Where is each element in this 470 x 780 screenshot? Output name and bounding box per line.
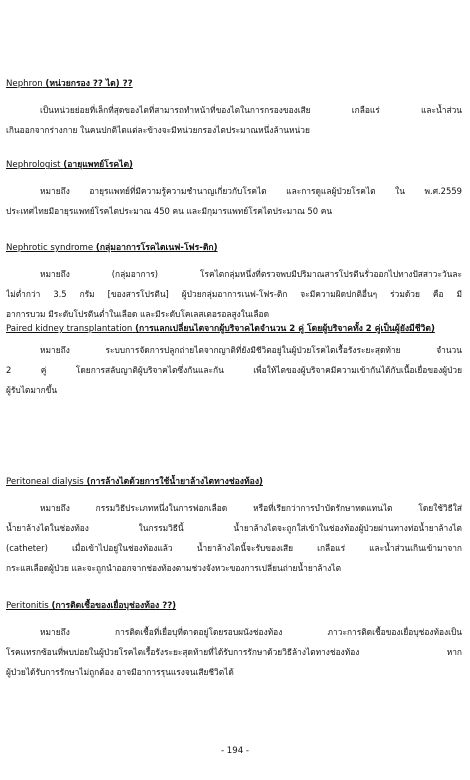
term-thai: (การล้างไตด้วยการใช้น้ำยาล้างไตทางช่องท้อง) <box>86 477 263 487</box>
page-number: - 194 - <box>220 746 250 756</box>
term-thai: (กลุ่มอาการโรคไตเนฟ-โฟร-ติก) <box>95 243 218 253</box>
entry-definition <box>6 622 462 682</box>
definition-line: หมายถึง การติดเชื้อที่เยื่อบุที่ดาดอยู่โดยรอบผนังช่องท้อง ภาวะการติดเชื้อของเยื่อบุช่องท้องเป็น <box>40 627 462 637</box>
definition-line: 2 คู่ โดยการสลับญาติผู้บริจาคไตซึ่งกันและกัน เพื่อให้ไตของผู้บริจาคมีความเข้ากันได้กับเนื้อเยื่อของผู้ป่วย <box>6 365 462 375</box>
definition-line: เป็นหน่วยย่อยที่เล็กที่สุดของไตที่สามารถทำหน้าที่ของไตในการกรองของเสีย เกลือแร่ และน้ำส่วน <box>40 105 462 115</box>
glossary-entry-peritonitis <box>6 600 462 682</box>
term-english: Nephrologist <box>6 160 61 170</box>
entry-definition <box>6 340 462 400</box>
entry-term <box>6 476 462 488</box>
entry-term <box>6 600 462 612</box>
definition-line: โรคแทรกซ้อนที่พบบ่อยในผู้ป่วยโรคไตเรื้อรังระยะสุดท้ายที่ได้รับการรักษาด้วยวิธีล้างไตทางช่องท้อง หาก <box>6 647 462 657</box>
entry-definition <box>6 100 462 140</box>
definition-line: หมายถึง ระบบการจัดการปลูกถ่ายไตจากญาติที่ยังมีชีวิตอยู่ในผู้ป่วยโรคไตเรื้อรังระยะสุดท้าย จำนวน <box>40 345 462 355</box>
definition-line: ประเทศไทยมีอายุรแพทย์โรคไตประมาณ 450 คน และมีกุมารแพทย์โรคไตประมาณ 50 คน <box>6 206 333 216</box>
term-thai: (อายุแพทย์โรคไต) <box>63 160 133 170</box>
definition-line: หมายถึง อายุรแพทย์ที่มีความรู้ความชำนาญเกี่ยวกับโรคไต และการดูแลผู้ป่วยโรคไต ใน พ.ศ.2559 <box>40 186 462 196</box>
definition-line: ผู้ป่วยได้รับการรักษาไม่ถูกต้อง อาจมีอาการรุนแรงจนเสียชีวิตได้ <box>6 667 234 677</box>
entry-term <box>6 320 462 338</box>
definition-line: หมายถึง (กลุ่มอาการ) โรคไตกลุ่มหนึ่งที่ตรวจพบมีปริมาณสารโปรตีนรั่วออกไปทางปัสสาวะวันละ <box>40 269 462 279</box>
glossary-entry-nephrologist <box>6 159 462 221</box>
definition-line: ผู้รับไตมากขึ้น <box>6 385 58 395</box>
term-thai: (การติดเชื้อของเยื่อบุช่องท้อง ??) <box>51 601 177 611</box>
glossary-entry-paired-kidney-transplantation <box>6 320 462 400</box>
term-english: Peritoneal dialysis <box>6 477 84 487</box>
entry-term <box>6 242 462 254</box>
term-english: Peritonitis <box>6 601 49 611</box>
glossary-entry-nephrotic-syndrome <box>6 242 462 324</box>
entry-term <box>6 78 462 90</box>
term-english: Nephron <box>6 79 43 89</box>
glossary-entry-nephron <box>6 78 462 140</box>
term-thai: (การแลกเปลี่ยนไตจากผู้บริจาคไตจำนวน 2 คู่ โดยผู้บริจาคทั้ง 2 คู่เป็นผู้ยังมีชีวิต) <box>135 324 435 334</box>
definition-line: น้ำยาล้างไตในช่องท้อง ในกรรมวิธีนี้ น้ำยาล้างไตจะถูกใส่เข้าในช่องท้องผู้ป่วยผ่านทางท่อน้ำยาล้างไต <box>6 523 462 533</box>
definition-line: เกินออกจากร่างกาย ในคนปกติไตแต่ละข้างจะมีหน่วยกรองไตประมาณหนึ่งล้านหน่วย <box>6 125 310 135</box>
definition-line: ไม่ต่ำกว่า 3.5 กรัม [ของสารโปรตีน] ผู้ป่วยกลุ่มอาการเนฟ-โฟร-ติก จะมีความผิดปกติอื่นๆ ร่วมด้วย คือ มี <box>6 289 462 299</box>
definition-line: หมายถึง กรรมวิธีประเภทหนึ่งในการฟอกเลือด หรือที่เรียกว่าการบำบัดรักษาทดแทนไต โดยใช้วิธีใส่ <box>40 503 462 513</box>
entry-definition <box>6 181 462 221</box>
definition-line: กระแสเลือดผู้ป่วย และจะถูกนำออกจากช่องท้องตามช่วงจังหวะของการเปลี่ยนถ่ายน้ำยาล้างไต <box>6 563 342 573</box>
entry-definition <box>6 498 462 578</box>
entry-definition <box>6 264 462 324</box>
glossary-entry-peritoneal-dialysis <box>6 476 462 578</box>
entry-term <box>6 159 462 171</box>
term-english: Paired kidney transplantation <box>6 324 133 334</box>
term-english: Nephrotic syndrome <box>6 243 94 253</box>
term-thai: (หน่วยกรอง ?? ไต) ?? <box>45 79 133 89</box>
definition-line: อาการบวม มีระดับโปรตีนต่ำในเลือด และมีระดับโคเลสเตอรอลสูงในเลือด <box>6 309 270 319</box>
definition-line: (catheter) เมื่อเข้าไปอยู่ในช่องท้องแล้ว น้ำยาล้างไตนี้จะรับของเสีย เกลือแร่ และน้ำส่วนเกินเข้ามาจาก <box>6 543 462 553</box>
